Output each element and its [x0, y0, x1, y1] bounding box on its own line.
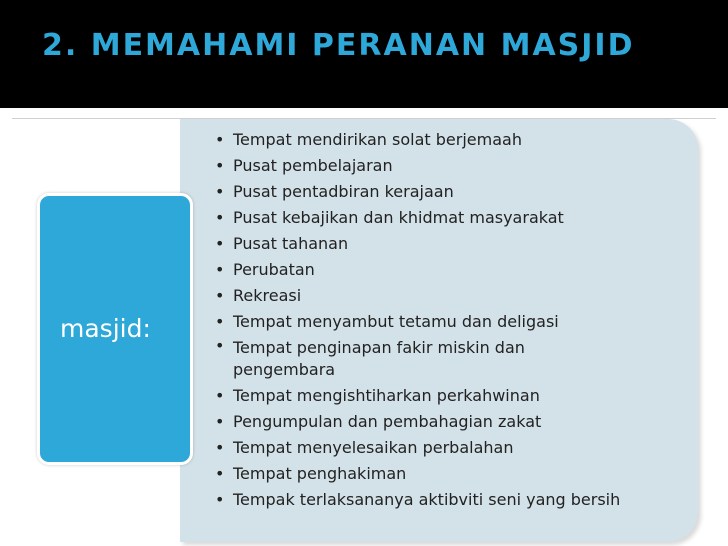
slide-title: 2. MEMAHAMI PERANAN MASJID: [42, 28, 635, 63]
list-item: • Pusat pembelajaran: [213, 153, 683, 179]
list-item: • Tempat menyambut tetamu dan deligasi: [213, 309, 683, 335]
list-item: • Rekreasi: [213, 283, 683, 309]
list-item: • Perubatan: [213, 257, 683, 283]
list-item: • Tempat mengishtiharkan perkahwinan: [213, 383, 683, 409]
list-item: • Tempat menyelesaikan perbalahan: [213, 435, 683, 461]
list-item: • Tempat penghakiman: [213, 461, 683, 487]
title-bar: [0, 0, 728, 108]
list-item: • Pusat tahanan: [213, 231, 683, 257]
list-item: • Pengumpulan dan pembahagian zakat: [213, 409, 683, 435]
list-item: • Tempak terlaksananya aktibviti seni yang bersih: [213, 487, 683, 513]
list-item: • Tempat mendirikan solat berjemaah: [213, 127, 683, 153]
label-text: masjid:: [60, 314, 151, 343]
list-item: • Pusat pentadbiran kerajaan: [213, 179, 683, 205]
label-box: [37, 193, 193, 465]
roles-list: [213, 127, 683, 513]
list-item: • Tempat penginapan fakir miskin dan pengembara: [213, 335, 563, 383]
list-item: • Pusat kebajikan dan khidmat masyarakat: [213, 205, 683, 231]
